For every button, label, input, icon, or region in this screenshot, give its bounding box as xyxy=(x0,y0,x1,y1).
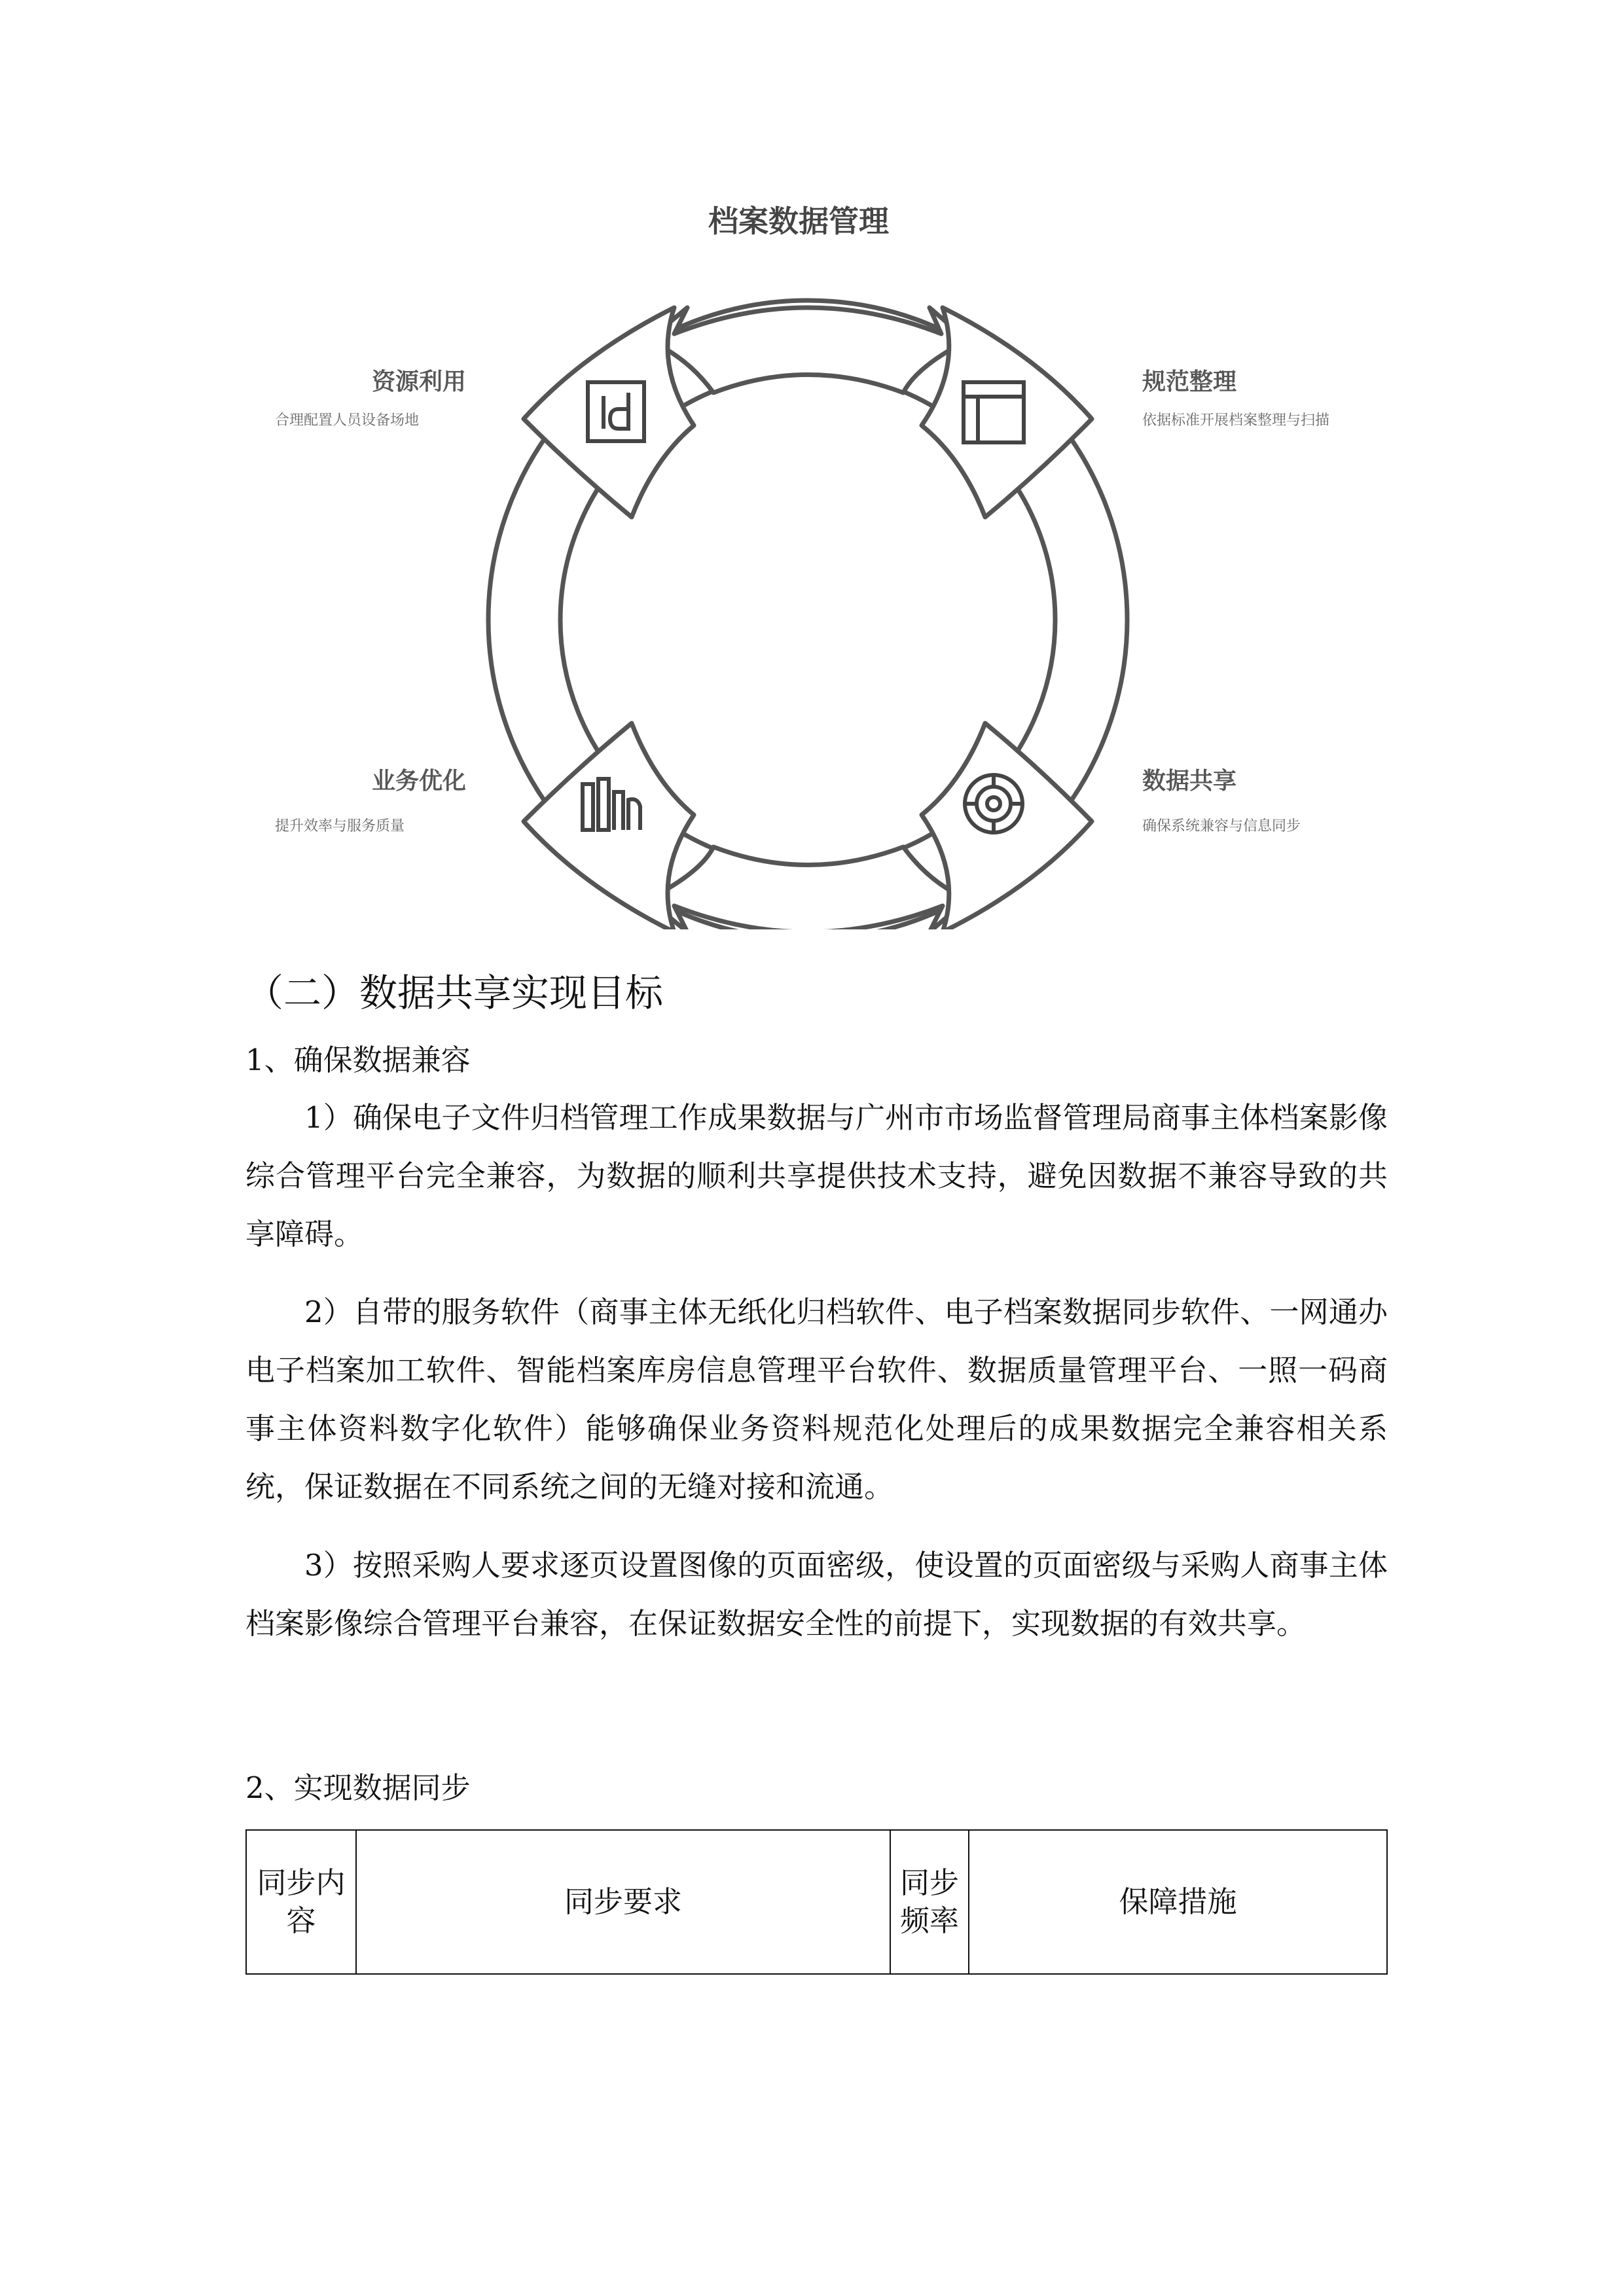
node-label-resource: 资源利用 xyxy=(372,368,467,395)
paragraph-2 xyxy=(245,1283,1388,1516)
subheading-sync: 2、实现数据同步 xyxy=(245,1770,471,1805)
node-label-standard: 规范整理 xyxy=(1142,368,1237,395)
table-header-row xyxy=(246,1830,1387,1974)
node-label-sharing: 数据共享 xyxy=(1142,768,1237,795)
paragraph-1 xyxy=(245,1088,1388,1263)
cycle-ring xyxy=(0,0,1624,929)
header-sync-frequency: 同步频率 xyxy=(890,1830,969,1974)
header-sync-requirement: 同步要求 xyxy=(356,1830,890,1974)
figure-title: 档案数据管理 xyxy=(708,204,889,239)
node-desc-business: 提升效率与服务质量 xyxy=(275,818,405,834)
node-desc-sharing: 确保系统兼容与信息同步 xyxy=(1142,818,1301,834)
arrowhead-sharing xyxy=(922,723,1092,929)
header-sync-content: 同步内容 xyxy=(246,1830,356,1974)
paragraph-2-text: 2）自带的服务软件（商事主体无纸化归档软件、电子档案数据同步软件、一网通办电子档案加工软件、智能档案库房信息管理平台软件、数据质量管理平台、一照一码商事主体资料数字化软件）能够确保业务资料规范化处理后的成果数据完全兼容相关系统，保证数据在不同系统之间的无缝对接和流通。 xyxy=(245,1295,1388,1504)
cycle-diagram xyxy=(0,0,1624,929)
paragraph-3-text: 3）按照采购人要求逐页设置图像的页面密级，使设置的页面密级与采购人商事主体档案影像综合管理平台兼容，在保证数据安全性的前提下，实现数据的有效共享。 xyxy=(245,1548,1388,1641)
paragraph-3 xyxy=(245,1536,1388,1653)
header-safeguard: 保障措施 xyxy=(969,1830,1387,1974)
paragraph-1-text: 1）确保电子文件归档管理工作成果数据与广州市市场监督管理局商事主体档案影像综合管理平台完全兼容，为数据的顺利共享提供技术支持，避免因数据不兼容导致的共享障碍。 xyxy=(245,1100,1388,1251)
arrowhead-standard xyxy=(922,308,1092,517)
node-desc-standard: 依据标准开展档案整理与扫描 xyxy=(1142,412,1330,429)
node-desc-resource: 合理配置人员设备场地 xyxy=(275,412,420,429)
section-heading: （二）数据共享实现目标 xyxy=(245,971,664,1015)
arrowhead-resource xyxy=(524,308,694,517)
sync-table xyxy=(245,1829,1388,1975)
node-label-business: 业务优化 xyxy=(372,768,467,795)
subheading-compatibility: 1、确保数据兼容 xyxy=(245,1043,471,1077)
